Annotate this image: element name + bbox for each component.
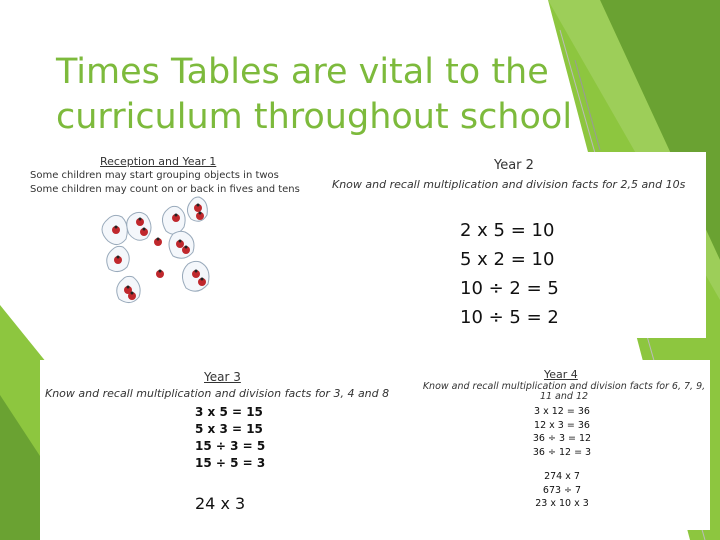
reception-line-1: Some children may start grouping objects in twos [30, 170, 279, 181]
year4-fact: 36 ÷ 12 = 3 [532, 446, 592, 458]
year4-fact: 12 x 3 = 36 [534, 419, 590, 431]
year3-example: 24 x 3 [195, 494, 246, 513]
year2-fact: 10 ÷ 2 = 5 [460, 278, 559, 299]
year2-fact: 5 x 2 = 10 [460, 249, 555, 270]
year3-subtitle: Know and recall multiplication and division facts for 3, 4 and 8 [45, 387, 390, 400]
year3-fact: 15 ÷ 5 = 3 [195, 456, 266, 470]
year2-heading: Year 2 [494, 158, 534, 173]
year4-subtitle: Know and recall multiplication and division facts for 6, 7, 9, 11 and 12 [422, 381, 706, 402]
reception-line-2: Some children may count on or back in fives and tens [30, 184, 300, 195]
year3-fact: 15 ÷ 3 = 5 [195, 439, 266, 453]
year4-example: 274 x 7 [544, 471, 580, 482]
year4-example: 23 x 10 x 3 [535, 498, 589, 509]
year4-fact: 3 x 12 = 36 [534, 406, 590, 417]
page-title: Times Tables are vital to the curriculum throughout school [56, 52, 573, 137]
year4-examples [522, 470, 602, 511]
year3-fact: 5 x 3 = 15 [195, 422, 263, 436]
year2-fact: 2 x 5 = 10 [460, 220, 555, 241]
year2-subtitle: Know and recall multiplication and division facts for 2,5 and 10s [332, 178, 686, 191]
year3-panel [40, 360, 410, 540]
ladybug-grouping-illustration [88, 194, 228, 314]
year4-fact: 36 ÷ 3 = 12 [532, 433, 592, 444]
year4-facts [522, 405, 602, 459]
reception-lines [30, 169, 300, 197]
year2-panel [330, 152, 706, 338]
year2-facts [460, 216, 559, 332]
year2-fact: 10 ÷ 5 = 2 [460, 307, 559, 328]
reception-heading: Reception and Year 1 [100, 155, 217, 168]
year4-panel [410, 360, 710, 530]
reception-year1-panel [28, 152, 328, 340]
year3-fact: 3 x 5 = 15 [195, 405, 263, 419]
year3-heading: Year 3 [204, 370, 241, 384]
year4-example: 673 ÷ 7 [542, 484, 582, 496]
year4-heading: Year 4 [544, 368, 578, 381]
year3-facts [195, 404, 265, 472]
